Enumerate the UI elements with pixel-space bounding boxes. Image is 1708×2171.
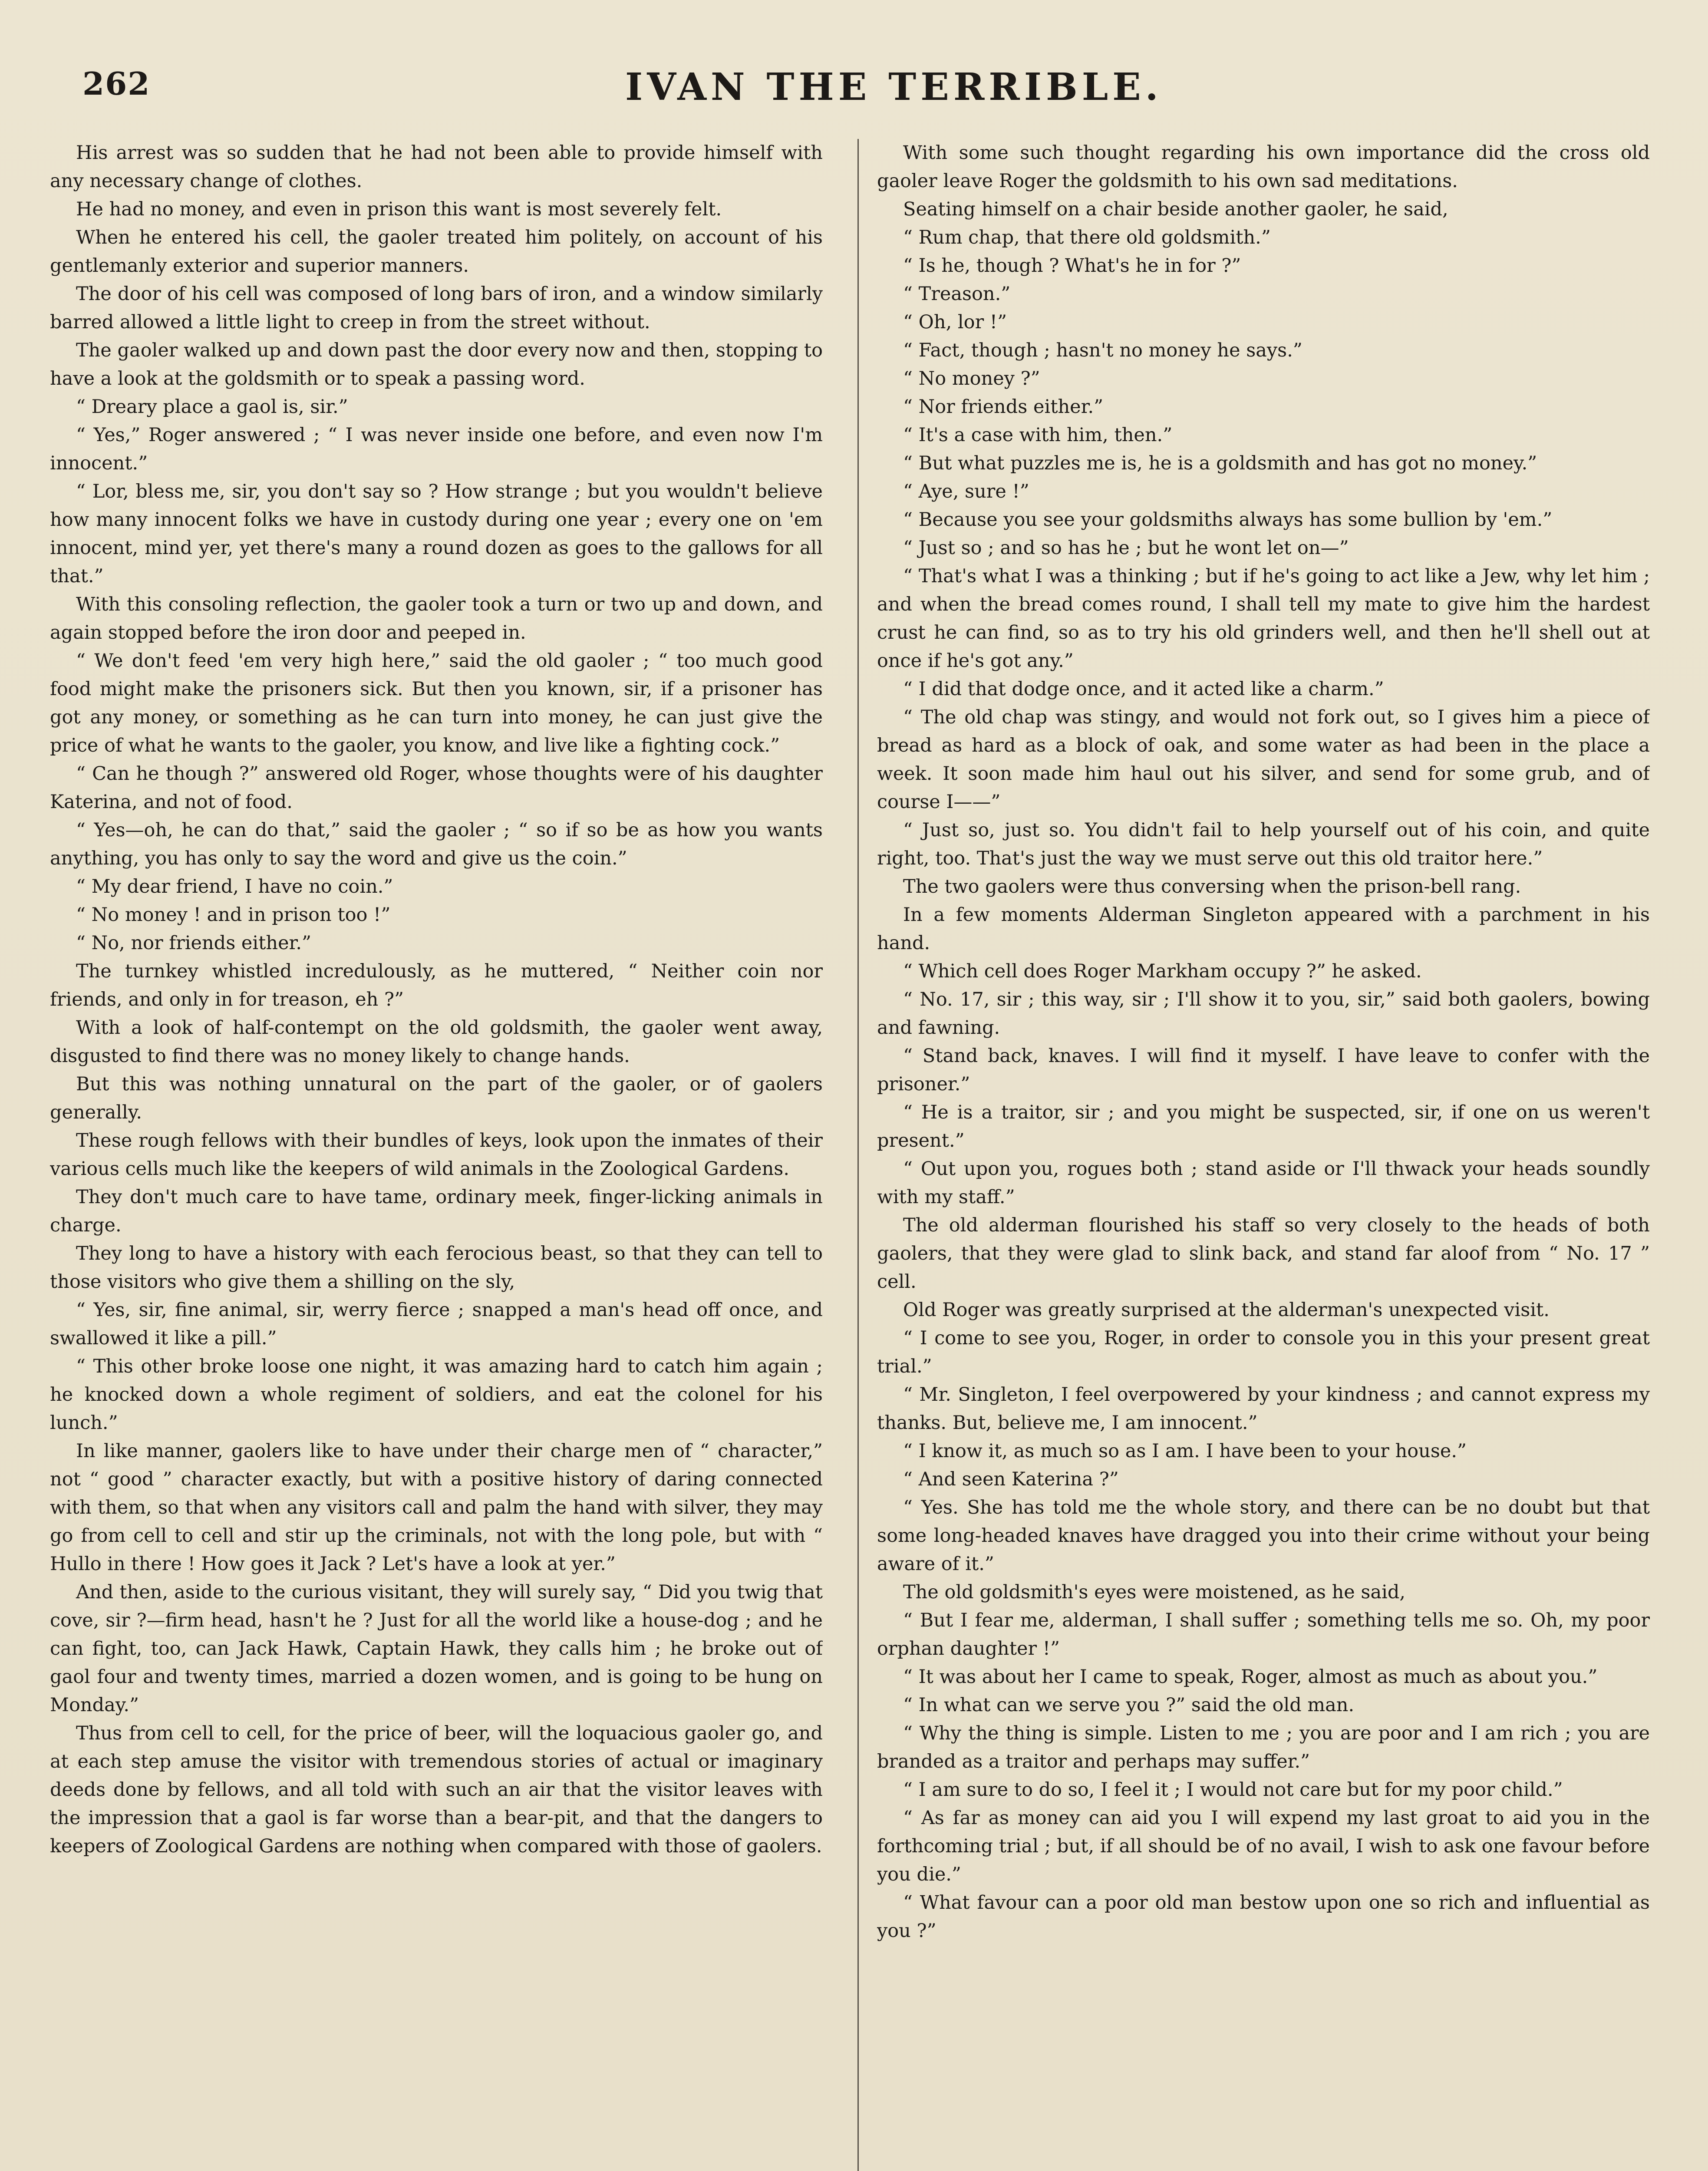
paragraph: “ Fact, though ; hasn't no money he says.” <box>903 340 1302 361</box>
paragraph: “ Yes,” Roger answered ; “ I was never inside one before, and even now I'm innocent.” <box>50 424 823 474</box>
paragraph: “ This other broke loose one night, it was amazing hard to catch him again ; he knocked down a whole regiment of soldiers, and eat the colonel for his lunch.” <box>50 1356 823 1434</box>
paragraph: “ Rum chap, that there old goldsmith.” <box>903 227 1271 248</box>
paragraph: “ Mr. Singleton, I feel overpowered by your kindness ; and cannot express my thanks. But, believe me, I am innocent.” <box>877 1384 1650 1434</box>
paragraph: “ Out upon you, rogues both ; stand aside or I'll thwack your heads soundly with my staff.” <box>877 1158 1650 1208</box>
right-text-column <box>877 139 1650 2171</box>
paragraph: “ I am sure to do so, I feel it ; I would not care but for my poor child.” <box>903 1779 1563 1801</box>
paragraph: “ What favour can a poor old man bestow upon one so rich and influential as you ?” <box>877 1892 1650 1942</box>
paragraph: “ I did that dodge once, and it acted like a charm.” <box>903 678 1384 700</box>
paragraph: The gaoler walked up and down past the door every now and then, stopping to have a look at the goldsmith or to speak a passing word. <box>50 340 823 389</box>
paragraph: “ My dear friend, I have no coin.” <box>76 876 393 897</box>
paragraph: “ Yes—oh, he can do that,” said the gaoler ; “ so if so be as how you wants anything, you has only to say the word and give us the coin.” <box>50 819 823 869</box>
paragraph: “ I know it, as much so as I am. I have been to your house.” <box>903 1440 1467 1462</box>
paragraph: “ He is a traitor, sir ; and you might be suspected, sir, if one on us weren't present.” <box>877 1102 1650 1151</box>
paragraph: They don't much care to have tame, ordinary meek, finger-licking animals in charge. <box>50 1186 823 1236</box>
paragraph: “ The old chap was stingy, and would not fork out, so I gives him a piece of bread as hard as a block of oak, and some water as had been in the place a week. It soon made him haul out his silver, and send for some grub, and of course I——” <box>877 706 1650 813</box>
paragraph: “ No, nor friends either.” <box>76 932 312 954</box>
paragraph: Thus from cell to cell, for the price of beer, will the loquacious gaoler go, and at each step amuse the visitor with tremendous stories of actual or imaginary deeds done by fellows, and all told with such an air that the visitor leaves with the impression that a gaol is far worse than a bear-pit, and that the dangers to keepers of Zoological Gardens are nothing when compared with those of gaolers. <box>50 1722 823 1857</box>
paragraph: With this consoling reflection, the gaoler took a turn or two up and down, and again stopped before the iron door and peeped in. <box>50 594 823 643</box>
column-divider <box>857 139 859 2171</box>
paragraph: “ As far as money can aid you I will expend my last groat to aid you in the forthcoming trial ; but, if all should be of no avail, I wish to ask one favour before you die.” <box>877 1807 1650 1885</box>
paragraph: “ It's a case with him, then.” <box>903 424 1173 446</box>
paragraph: “ Because you see your goldsmiths always has some bullion by 'em.” <box>903 509 1553 531</box>
paragraph: His arrest was so sudden that he had not been able to provide himself with any necessary change of clothes. <box>50 142 823 192</box>
paragraph: “ In what can we serve you ?” said the old man. <box>903 1694 1355 1716</box>
paragraph: “ Nor friends either.” <box>903 396 1104 418</box>
paragraph: “ And seen Katerina ?” <box>903 1468 1119 1490</box>
paragraph: And then, aside to the curious visitant, they will surely say, “ Did you twig that cove, sir ?—firm head, hasn't he ? Just for all the world like a house-dog ; and he can fight, too, can Jack Hawk, Captain Hawk, they calls him ; he broke out of gaol four and twenty times, married a dozen women, and is going to be hung on Monday.” <box>50 1581 823 1716</box>
paragraph: With some such thought regarding his own importance did the cross old gaoler leave Roger the goldsmith to his own sad meditations. <box>877 142 1650 192</box>
paragraph: The turnkey whistled incredulously, as he muttered, “ Neither coin nor friends, and only in for treason, eh ?” <box>50 960 823 1010</box>
paragraph: “ Lor, bless me, sir, you don't say so ? How strange ; but you wouldn't believe how many innocent folks we have in custody during one year ; every one on 'em innocent, mind yer, yet there's many a round dozen as goes to the gallows for all that.” <box>50 481 823 587</box>
paragraph: “ Is he, though ? What's he in for ?” <box>903 255 1241 277</box>
paragraph: “ Just so, just so. You didn't fail to help yourself out of his coin, and quite right, too. That's just the way we must serve out this old traitor here.” <box>877 819 1650 869</box>
paragraph: The door of his cell was composed of long bars of iron, and a window similarly barred allowed a little light to creep in from the street without. <box>50 283 823 333</box>
page-header <box>82 65 1628 122</box>
paragraph: “ I come to see you, Roger, in order to console you in this your present great trial.” <box>877 1327 1650 1377</box>
paragraph: “ It was about her I came to speak, Roger, almost as much as about you.” <box>903 1666 1598 1688</box>
paragraph: “ Just so ; and so has he ; but he wont let on—” <box>903 537 1349 559</box>
paragraph: “ We don't feed 'em very high here,” said the old gaoler ; “ too much good food might make the prisoners sick. But then you known, sir, if a prisoner has got any money, or something as he can turn into money, he can just give the price of what he wants to the gaoler, you know, and live like a fighting cock.” <box>50 650 823 756</box>
paragraph: “ Can he though ?” answered old Roger, whose thoughts were of his daughter Katerina, and not of food. <box>50 763 823 813</box>
paragraph: With a look of half-contempt on the old goldsmith, the gaoler went away, disgusted to find there was no money likely to change hands. <box>50 1017 823 1067</box>
paragraph: “ Which cell does Roger Markham occupy ?” he asked. <box>903 960 1422 982</box>
paragraph: Seating himself on a chair beside another gaoler, he said, <box>903 198 1448 220</box>
paragraph: Old Roger was greatly surprised at the alderman's unexpected visit. <box>903 1299 1550 1321</box>
paragraph: The old goldsmith's eyes were moistened, as he said, <box>903 1581 1406 1603</box>
paragraph: “ Stand back, knaves. I will find it myself. I have leave to confer with the prisoner.” <box>877 1045 1650 1095</box>
paragraph: In like manner, gaolers like to have under their charge men of “ character,” not “ good ” character exactly, but with a positive history of daring connected with them, so that when any visitors call and palm the hand with silver, they may go from cell to cell and stir up the criminals, not with the long pole, but with “ Hullo in there ! How goes it Jack ? Let's have a look at yer.” <box>50 1440 823 1575</box>
page-number: 262 <box>82 65 151 102</box>
paragraph: But this was nothing unnatural on the part of the gaoler, or of gaolers generally. <box>50 1073 823 1123</box>
paragraph: The two gaolers were thus conversing when the prison-bell rang. <box>903 876 1521 897</box>
left-text-column <box>50 139 823 2171</box>
paragraph: “ Aye, sure !” <box>903 481 1029 502</box>
paragraph: “ No. 17, sir ; this way, sir ; I'll show it to you, sir,” said both gaolers, bowing and fawning. <box>877 989 1650 1039</box>
paragraph: “ Yes, sir, fine animal, sir, werry fierce ; snapped a man's head off once, and swallowed it like a pill.” <box>50 1299 823 1349</box>
paragraph: “ But what puzzles me is, he is a goldsmith and has got no money.” <box>903 452 1537 474</box>
paragraph: “ No money ?” <box>903 368 1040 389</box>
paragraph: “ Dreary place a gaol is, sir.” <box>76 396 348 418</box>
paragraph: In a few moments Alderman Singleton appeared with a parchment in his hand. <box>877 904 1650 954</box>
paragraph: When he entered his cell, the gaoler treated him politely, on account of his gentlemanly exterior and superior manners. <box>50 227 823 277</box>
paragraph: The old alderman flourished his staff so very closely to the heads of both gaolers, that they were glad to slink back, and stand far aloof from “ No. 17 ” cell. <box>877 1214 1650 1293</box>
paragraph: These rough fellows with their bundles of keys, look upon the inmates of their various cells much like the keepers of wild animals in the Zoological Gardens. <box>50 1130 823 1180</box>
paragraph: He had no money, and even in prison this want is most severely felt. <box>76 198 722 220</box>
paragraph: They long to have a history with each ferocious beast, so that they can tell to those visitors who give them a shilling on the sly, <box>50 1243 823 1293</box>
paragraph: “ Oh, lor !” <box>903 311 1007 333</box>
paragraph: “ Yes. She has told me the whole story, and there can be no doubt but that some long-headed knaves have dragged you into their crime without your being aware of it.” <box>877 1497 1650 1575</box>
running-title: IVAN THE TERRIBLE. <box>625 65 1163 109</box>
paragraph: “ That's what I was a thinking ; but if he's going to act like a Jew, why let him ; and when the bread comes round, I shall tell my mate to give him the hardest crust he can find, so as to try his old grinders well, and then he'll shell out at once if he's got any.” <box>877 565 1650 672</box>
paragraph: “ Treason.” <box>903 283 1011 305</box>
paragraph: “ Why the thing is simple. Listen to me ; you are poor and I am rich ; you are branded as a traitor and perhaps may suffer.” <box>877 1722 1650 1772</box>
paragraph: “ But I fear me, alderman, I shall suffer ; something tells me so. Oh, my poor orphan daughter !” <box>877 1610 1650 1660</box>
paragraph: “ No money ! and in prison too !” <box>76 904 391 926</box>
